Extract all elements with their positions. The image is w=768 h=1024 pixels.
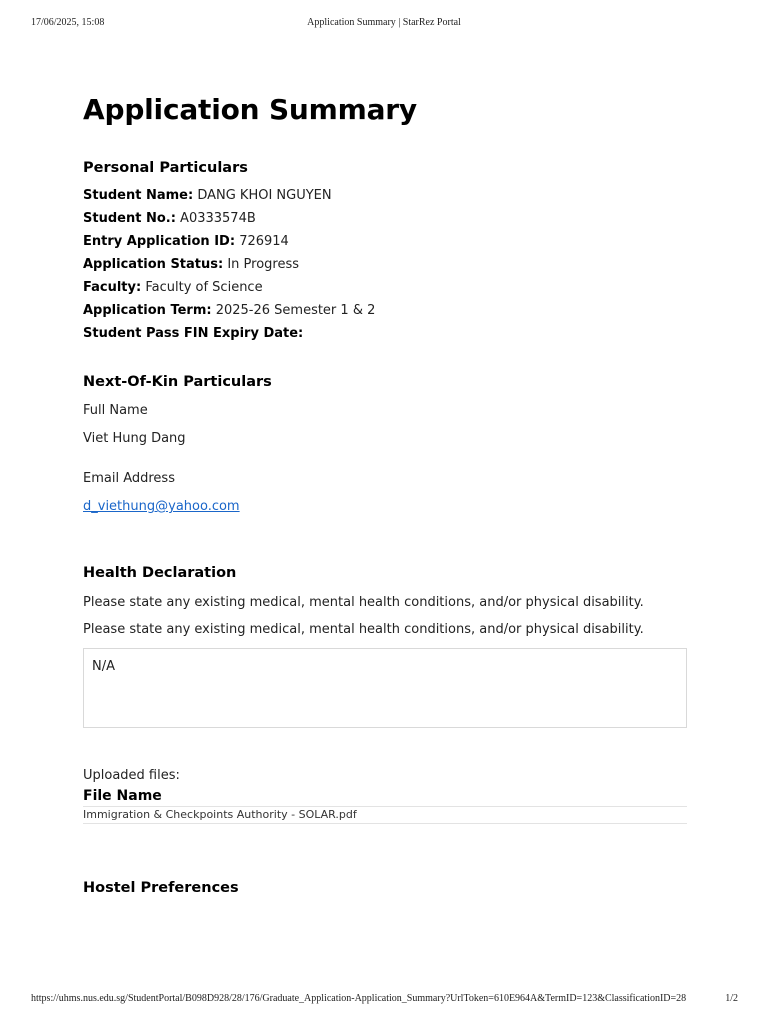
field-label: Student Name: bbox=[83, 188, 194, 203]
nok-full-name-value: Viet Hung Dang bbox=[83, 431, 186, 446]
nok-email-value bbox=[83, 497, 687, 517]
field-value: DANG KHOI NGUYEN bbox=[197, 188, 332, 203]
personal-particulars-list bbox=[83, 184, 687, 345]
health-declaration-heading: Health Declaration bbox=[83, 565, 237, 581]
print-footer bbox=[0, 993, 768, 1007]
field-entry-application-id bbox=[83, 230, 687, 253]
field-label: Entry Application ID: bbox=[83, 234, 236, 249]
field-value: 726914 bbox=[239, 234, 289, 249]
print-url: https://uhms.nus.edu.sg/StudentPortal/B098D928/28/176/Graduate_Application-Application_Summary?UrlToken=610E964A&TermID=123&ClassificationID=28 bbox=[31, 993, 687, 1004]
print-page-title: Application Summary | StarRez Portal bbox=[307, 17, 461, 28]
field-student-pass-fin-expiry bbox=[83, 322, 687, 345]
nok-full-name-label: Full Name bbox=[83, 403, 148, 418]
print-page-number: 1/2 bbox=[725, 993, 738, 1004]
print-timestamp: 17/06/2025, 15:08 bbox=[31, 17, 105, 28]
print-header bbox=[0, 17, 768, 31]
nok-email-label: Email Address bbox=[83, 471, 175, 486]
field-application-status bbox=[83, 253, 687, 276]
health-prompt-1: Please state any existing medical, mental health conditions, and/or physical disability. bbox=[83, 595, 644, 610]
field-faculty bbox=[83, 276, 687, 299]
field-value: Faculty of Science bbox=[145, 280, 263, 295]
page-title: Application Summary bbox=[83, 93, 417, 126]
uploaded-files-label: Uploaded files: bbox=[83, 768, 180, 783]
file-name-column-header: File Name bbox=[83, 786, 687, 807]
uploaded-files-table bbox=[83, 786, 687, 824]
field-student-name bbox=[83, 184, 687, 207]
field-label: Application Status: bbox=[83, 257, 224, 272]
main-content bbox=[83, 90, 687, 898]
nok-email-link[interactable]: d_viethung@yahoo.com bbox=[83, 499, 240, 514]
file-row[interactable] bbox=[83, 807, 687, 824]
health-answer-box bbox=[83, 648, 687, 728]
personal-particulars-heading: Personal Particulars bbox=[83, 160, 248, 176]
field-student-no bbox=[83, 207, 687, 230]
field-value: 2025-26 Semester 1 & 2 bbox=[215, 303, 376, 318]
field-application-term bbox=[83, 299, 687, 322]
field-label: Student Pass FIN Expiry Date: bbox=[83, 326, 304, 341]
field-label: Student No.: bbox=[83, 211, 176, 226]
field-label: Application Term: bbox=[83, 303, 212, 318]
next-of-kin-heading: Next-Of-Kin Particulars bbox=[83, 374, 272, 390]
health-answer-text: N/A bbox=[92, 659, 115, 674]
field-value: A0333574B bbox=[180, 211, 256, 226]
field-label: Faculty: bbox=[83, 280, 142, 295]
health-prompt-2: Please state any existing medical, mental health conditions, and/or physical disability. bbox=[83, 622, 644, 637]
field-value: In Progress bbox=[227, 257, 300, 272]
file-name: Immigration & Checkpoints Authority - SOLAR.pdf bbox=[83, 808, 357, 821]
hostel-preferences-heading: Hostel Preferences bbox=[83, 880, 239, 896]
